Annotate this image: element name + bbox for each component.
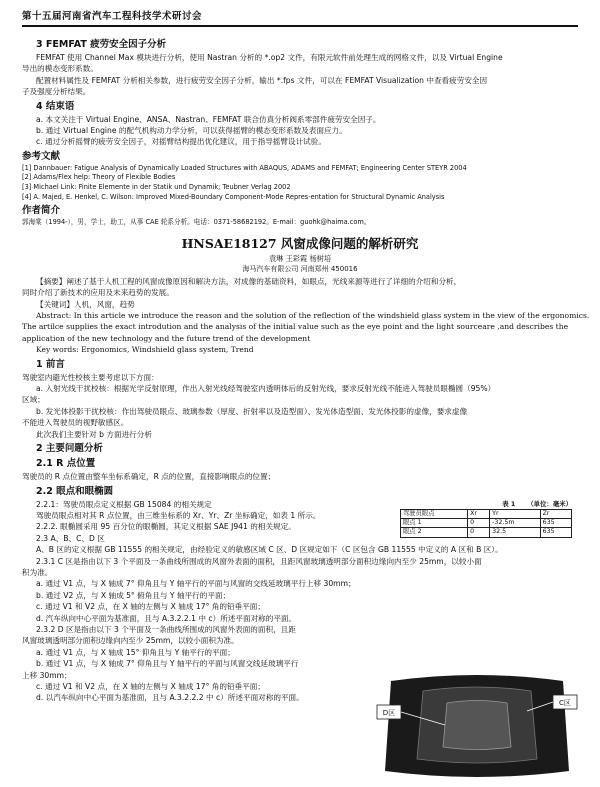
- header-rule: [22, 26, 578, 27]
- paragraph: 子及强度分析结果。: [22, 87, 91, 97]
- windshield-zone-figure: [377, 667, 577, 787]
- list-item: b. 通过 V2 点，与 X 轴成 5° 俯角且与 Y 轴平行的平面；: [36, 590, 231, 600]
- keywords-cn: 【关键词】人机，风窗，趋势: [36, 299, 135, 309]
- table-row: [401, 518, 572, 527]
- label-c-zone: C区: [559, 698, 571, 707]
- paragraph: 配置材料属性及 FEMFAT 分析相关参数，进行疲劳安全因子分析，输出 *.fps 文件，可以在 FEMFAT Visualization 中查看疲劳安全因: [36, 75, 488, 85]
- reference-item: [4] A. Majed, E. Henkel, C. Wilson: Improved Mixed-Boundary Component-Mode Repres-entation for Structural Dynamic Analysis: [22, 192, 445, 201]
- table-header-row: [401, 509, 572, 518]
- section-heading-4: 4 结束语: [36, 100, 75, 112]
- table-header-cell: Zr: [540, 509, 571, 518]
- paragraph: b. 发光体投影干扰校核：作出驾驶员眼点、玻璃参数（厚度、折射率以及造型面）、发光体造型面、发光体投影的虚像，要求虚像: [36, 406, 468, 416]
- list-item: d. 以汽车纵向中心平面为基准面，且与 A.3.2.2.2 中 c）所述平面对称的平面。: [36, 693, 304, 703]
- table-cell: 635: [540, 518, 571, 527]
- table-row: [401, 528, 572, 537]
- article-title: HNSAE18127 风窗成像问题的解析研究: [181, 235, 419, 251]
- section-heading-2-1: 2.1 R 点位置: [36, 458, 96, 470]
- table-caption: [400, 499, 572, 508]
- abstract-en: Abstract: In this article we introduce the reason and the solution of the reflection of the windshield glass system in the view of the ergonomics.: [36, 311, 590, 321]
- abstract-en: The artilce supplies the exact introdution and the analysis of the initial value such as the eye point and the light sourceare ,and describes the: [22, 322, 569, 332]
- running-header: 第十五届河南省汽车工程科技学术研讨会: [22, 8, 578, 27]
- list-item: a. 通过 V1 点，与 X 轴成 7° 仰角且与 Y 轴平行的平面与风窗的交线延玻璃平行上移 30mm；: [36, 579, 356, 589]
- paragraph: a. 入射光线干扰校核：根据光学反射原理，作出入射光线经驾驶室内透明体后的反射光线，要求反射光线不能进入驾驶员眼椭圆（95%）: [36, 384, 496, 394]
- eye-point-table: [400, 499, 572, 538]
- table-cell: 眼点 2: [401, 528, 468, 537]
- table-cell: 32.5: [490, 528, 541, 537]
- keywords-en: Key words: Ergonomics, Windshield glass system, Trend: [36, 345, 254, 355]
- paragraph: 2.3 A、B、C、D 区: [36, 533, 105, 543]
- label-d-zone: D区: [382, 708, 396, 717]
- table-unit: （单位：毫米）: [527, 499, 572, 508]
- paragraph: 积为准。: [22, 567, 53, 577]
- paragraph: 驾驶员眼点相对其 R 点位置，由三维坐标系的 Xr、Yr、Zr 坐标确定，如表 1 所示。: [36, 510, 321, 520]
- paragraph: 2.3.2 D 区是指由以下 3 个平面及一条曲线所围成的风窗外表面的面积，且距: [36, 624, 296, 634]
- list-item: 上移 30mm；: [22, 670, 72, 680]
- paragraph: 不能进入驾驶员的视野敏感区。: [22, 418, 129, 428]
- abstract-en: application of the new technology and the future trend of the development: [22, 333, 311, 343]
- paragraph: 2.2.1：驾驶员眼点定义根据 GB 15084 的相关规定: [36, 499, 212, 509]
- references-heading: 参考文献: [22, 150, 61, 162]
- table-header-cell: 驾驶员眼点: [401, 509, 468, 518]
- article-affiliation: 海马汽车有限公司 河南郑州 450016: [242, 264, 358, 273]
- section-heading-3: 3 FEMFAT 疲劳安全因子分析: [36, 39, 167, 50]
- paragraph: 导出的模态变形系数。: [22, 64, 98, 74]
- table-cell: 眼点 1: [401, 518, 468, 527]
- paragraph: 驾驶员的 R 点位置由整车坐标系确定，R 点的位置，直接影响眼点的位置；: [22, 472, 276, 482]
- table-cell: 0: [468, 518, 490, 527]
- conclusion-item: b. 通过 Virtual Engine 的配气机构动力学分析，可以获得摇臂的模态变形系数及表面应力。: [36, 126, 347, 136]
- abstract-cn: 【摘要】阐述了基于人机工程的风窗成像原因和解决方法，对成像的基础资料，如眼点，光线来源等进行了详细的介绍和分析，: [36, 276, 462, 286]
- lower-section: [22, 499, 578, 717]
- paragraph: A、B 区的定义根据 GB 11555 的相关规定，由经验定义的敏感区域 C 区、D 区规定如下（C 区包含 GB 11555 中定义的 A 区和 B 区）。: [36, 545, 503, 555]
- paragraph: 驾驶室内避光性校核主要考虑以下方面：: [22, 372, 159, 382]
- table-header-cell: Xr: [468, 509, 490, 518]
- list-item: c. 通过 V1 和 V2 点，在 X 轴的左侧与 X 轴成 17° 角的铅垂平面；: [36, 602, 265, 612]
- abstract-cn: 同时介绍了新技术的应用及未来趋势的发展。: [22, 288, 174, 298]
- list-item: b. 通过 V1 点，与 X 轴成 7° 仰角且与 Y 轴平行的平面与风窗交线延玻璃平行: [36, 659, 299, 669]
- conclusion-item: a. 本文关注于 Virtual Engine、ANSA、Nastran、FEMFAT 联合仿真分析阀系零部件疲劳安全因子。: [36, 114, 381, 124]
- article-authors: 袁琳 王彩霞 杨树培: [268, 253, 332, 263]
- list-item: c. 通过 V1 和 V2 点，在 X 轴的左侧与 X 轴成 17° 角的铅垂平面；: [36, 682, 265, 691]
- table-cell: 0: [468, 528, 490, 537]
- paragraph: FEMFAT 使用 Channel Max 模块进行分析，使用 Nastran 分析的 *.op2 文件，有限元软件前处理生成的网格文件，以及 Virtual Engine: [36, 53, 503, 62]
- paragraph: 此次我们主要针对 b 方面进行分析: [36, 429, 152, 439]
- table-cell: 635: [540, 528, 571, 537]
- data-table: [400, 509, 572, 538]
- list-item: a. 通过 V1 点，与 X 轴成 15° 仰角且与 Y 轴平行的平面；: [36, 647, 235, 657]
- table-cell: -32.5m: [490, 518, 541, 527]
- section-heading-2: 2 主要问题分析: [36, 443, 103, 455]
- section-heading-2-2: 2.2 眼点和眼椭圆: [36, 485, 114, 497]
- content: [22, 36, 590, 717]
- reference-item: [2] Adams/Flex help: Theory of Flexible Bodies: [22, 173, 176, 182]
- reference-item: [1] Dannbauer: Fatigue Analysis of Dynamically Loaded Structures with ABAQUS, ADAMS and FEMFAT; Engineering Center STEYR 2004: [22, 163, 467, 172]
- paragraph: 风窗玻璃透明部分面积边缘向内至少 25mm，以较小面积为准。: [22, 636, 239, 646]
- author-heading: 作者简介: [22, 205, 61, 217]
- reference-item: [3] Michael Link: Finite Elemente in der Statik und Dynamik; Teubner Verlag 2002: [22, 183, 291, 192]
- list-item: d. 汽车纵向中心平面为基准面，且与 A.3.2.2.1 中 c）所述平面对称的平面。: [36, 613, 297, 623]
- paragraph: 2.3.1 C 区是指由以下 3 个平面及一条曲线所围成的风窗外表面的面积，且距风窗玻璃透明部分面积边缘向内至少 25mm，以较小面: [36, 556, 482, 566]
- paragraph: 区域；: [22, 395, 45, 405]
- table-header-cell: Yr: [490, 509, 541, 518]
- conclusion-item: c. 通过分析摇臂的疲劳安全因子，对摇臂结构提出优化建议，用于指导摇臂设计试验。: [36, 137, 326, 147]
- author-bio: 郭海棠（1994-），男，学士，助工，从事 CAE 轮系分析。电话：0371-58682192。E-mail：guohk@haima.com。: [22, 218, 371, 227]
- table-number: 表 1: [502, 499, 516, 508]
- zone-d-area: [443, 700, 511, 749]
- section-heading-1: 1 前言: [36, 358, 65, 370]
- paragraph: 2.2.2. 眼椭圆采用 95 百分位的眼椭圆，其定义根据 SAE J941 的相关规定。: [36, 522, 296, 532]
